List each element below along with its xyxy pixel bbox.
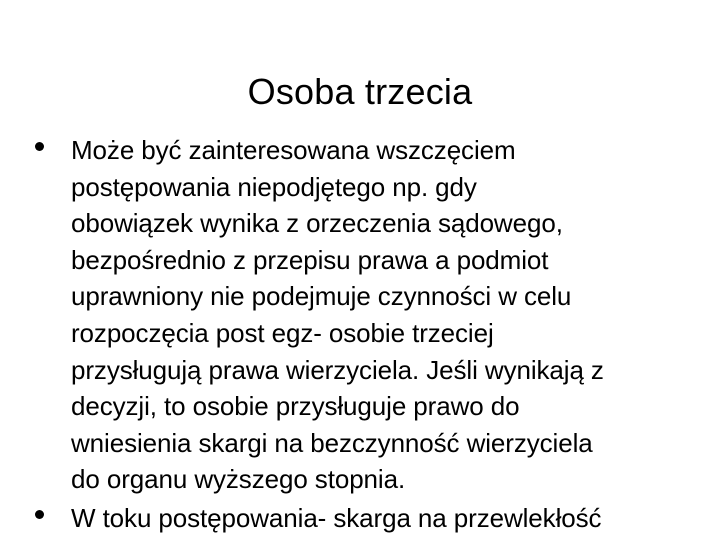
bullet-text: W toku postępowania- skarga na przewlekłość bbox=[71, 502, 602, 533]
bullet-item bbox=[0, 132, 720, 498]
bullet-item bbox=[0, 500, 720, 537]
slide-title: Osoba trzecia bbox=[247, 71, 473, 113]
bullet-text: Może być zainteresowana wszczęciem postępowania niepodjętego np. gdy obowiązek wynika z orzeczenia sądowego, bezpośrednio z przepisu prawa a podmiot uprawniony nie podejmuje czynności w celu rozpoczęcia post egz- osobie trzeciej przysługują prawa wierzyciela. Jeśli wynikają z decyzji, to osobie przysługuje prawo do wniesienia skargi na bezczynność wierzyciela do organu wyższego stopnia. bbox=[71, 135, 604, 495]
bullet-point-icon bbox=[35, 510, 44, 519]
bullet-point-icon bbox=[35, 142, 44, 151]
bullet-list bbox=[0, 132, 720, 539]
